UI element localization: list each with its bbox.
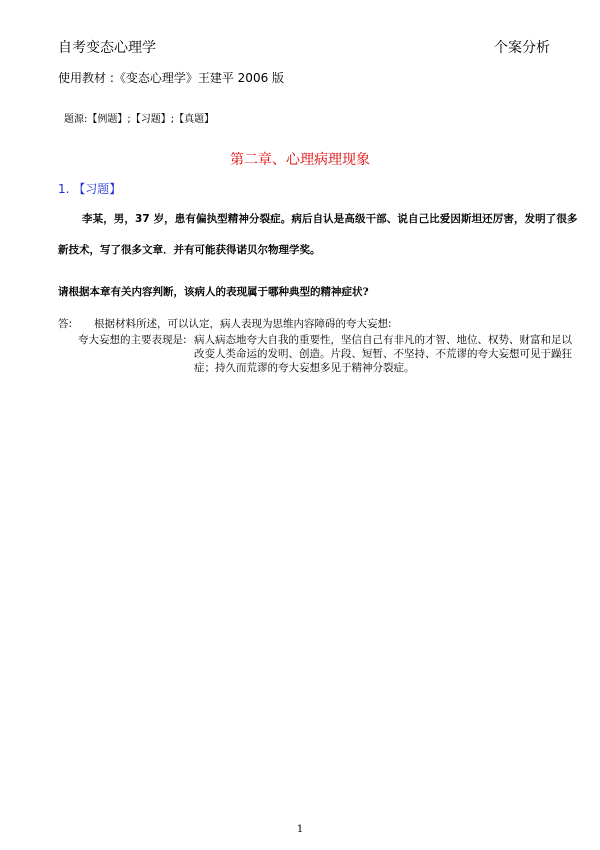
question-heading: 1. 【习题】 [58, 182, 122, 196]
question-text: 请根据本章有关内容判断，该病人的表现属于哪种典型的精神症状? [58, 286, 369, 298]
case-text-line-2: 新技术，写了很多文章．并有可能获得诺贝尔物理学奖。 [58, 244, 321, 256]
answer-label: 答: [58, 318, 73, 330]
answer-intro: 根据材料所述，可以认定，病人表现为思维内容障碍的夸大妄想: [94, 318, 392, 330]
header-right-title: 个案分析 [494, 40, 550, 56]
chapter-title: 第二章、心理病理现象 [230, 152, 370, 168]
case-text-line-1: 李某，男，37 岁，患有偏执型精神分裂症。病后自认是高级干部、说自己比爱因斯坦还厉害，发明了很多 [82, 213, 578, 225]
header-left-title: 自考变态心理学 [58, 40, 156, 56]
question-source-line: 题源:【例题】;【习题】;【真题】 [64, 114, 215, 125]
answer-line-2: 改变人类命运的发明、创造。片段、短暂、不坚持、不荒谬的夸大妄想可见于躁狂 [194, 348, 572, 360]
answer-line-3: 症；持久而荒谬的夸大妄想多见于精神分裂症。 [194, 362, 415, 374]
answer-key-phrase: 夸大妄想的主要表现是: [78, 334, 187, 346]
answer-line-1: 病人病态地夸大自我的重要性，坚信自己有非凡的才智、地位、权势、财富和足以 [194, 334, 572, 346]
page-number: 1 [296, 824, 304, 835]
textbook-line: 使用教材 :《变态心理学》王建平 2006 版 [58, 71, 285, 85]
